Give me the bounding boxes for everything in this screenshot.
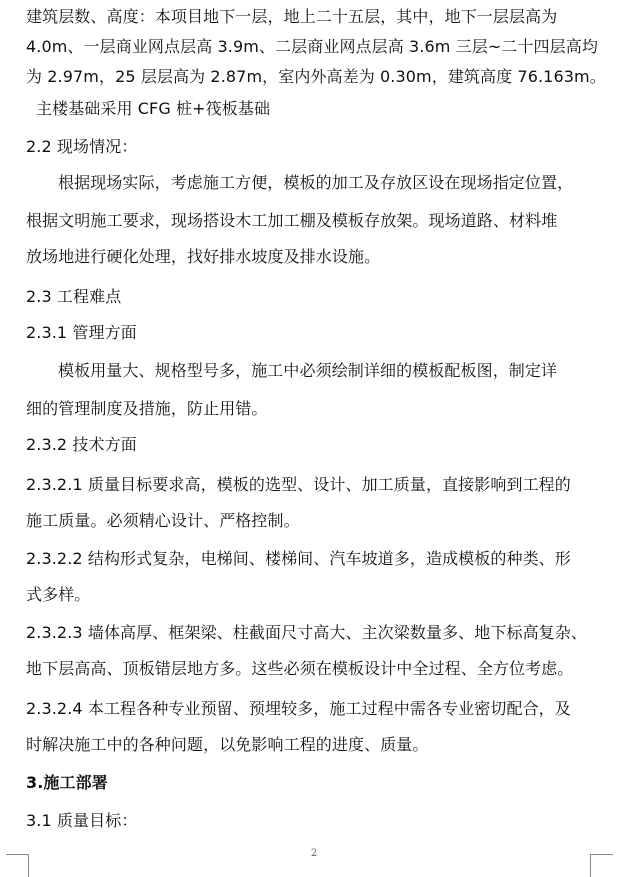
paragraph-line: 根据现场实际，考虑施工方便，模板的加工及存放区设在现场指定位置， <box>58 173 574 192</box>
section-heading-3: 3.施工部署 <box>26 773 108 792</box>
paragraph-line: 4.0m、一层商业网点层高 3.9m、二层商业网点层高 3.6m 三层~二十四层高均 <box>26 37 598 56</box>
paragraph-line: 2.3.2.1 质量目标要求高，模板的选型、设计、加工质量，直接影响到工程的 <box>26 475 571 494</box>
paragraph-line: 为 2.97m，25 层层高为 2.87m，室内外高差为 0.30m，建筑高度 76.163m。 <box>26 67 606 86</box>
page-number: 2 <box>310 848 318 859</box>
paragraph-line: 施工质量。必须精心设计、严格控制。 <box>26 511 300 530</box>
paragraph-line: 放场地进行硬化处理，找好排水坡度及排水设施。 <box>26 247 381 266</box>
section-heading-2-3-2: 2.3.2 技术方面 <box>26 435 137 454</box>
paragraph-line: 2.3.2.2 结构形式复杂，电梯间、楼梯间、汽车坡道多，造成模板的种类、形 <box>26 549 571 568</box>
paragraph-line: 式多样。 <box>26 585 91 604</box>
paragraph-line: 2.3.2.3 墙体高厚、框架梁、柱截面尺寸高大、主次梁数量多、地下标高复杂、 <box>26 623 587 642</box>
paragraph-line: 细的管理制度及措施，防止用错。 <box>26 399 268 418</box>
section-heading-2-3-1: 2.3.1 管理方面 <box>26 323 137 342</box>
section-heading-3-1: 3.1 质量目标： <box>26 811 138 830</box>
paragraph-line: 2.3.2.4 本工程各种专业预留、预埋较多，施工过程中需各专业密切配合，及 <box>26 699 571 718</box>
section-heading-2-3: 2.3 工程难点 <box>26 287 122 306</box>
section-heading-2-2: 2.2 现场情况： <box>26 137 138 156</box>
paragraph-line: 时解决施工中的各种问题，以免影响工程的进度、质量。 <box>26 735 429 754</box>
paragraph-line: 主楼基础采用 CFG 桩+筏板基础 <box>36 99 271 118</box>
paragraph-line: 根据文明施工要求，现场搭设木工加工棚及模板存放架。现场道路、材料堆 <box>26 211 558 230</box>
paragraph-line: 建筑层数、高度：本项目地下一层，地上二十五层，其中，地下一层层高为 <box>26 7 558 26</box>
paragraph-line: 模板用量大、规格型号多，施工中必须绘制详细的模板配板图，制定详 <box>58 361 558 380</box>
paragraph-line: 地下层高高、顶板错层地方多。这些必须在模板设计中全过程、全方位考虑。 <box>26 659 574 678</box>
